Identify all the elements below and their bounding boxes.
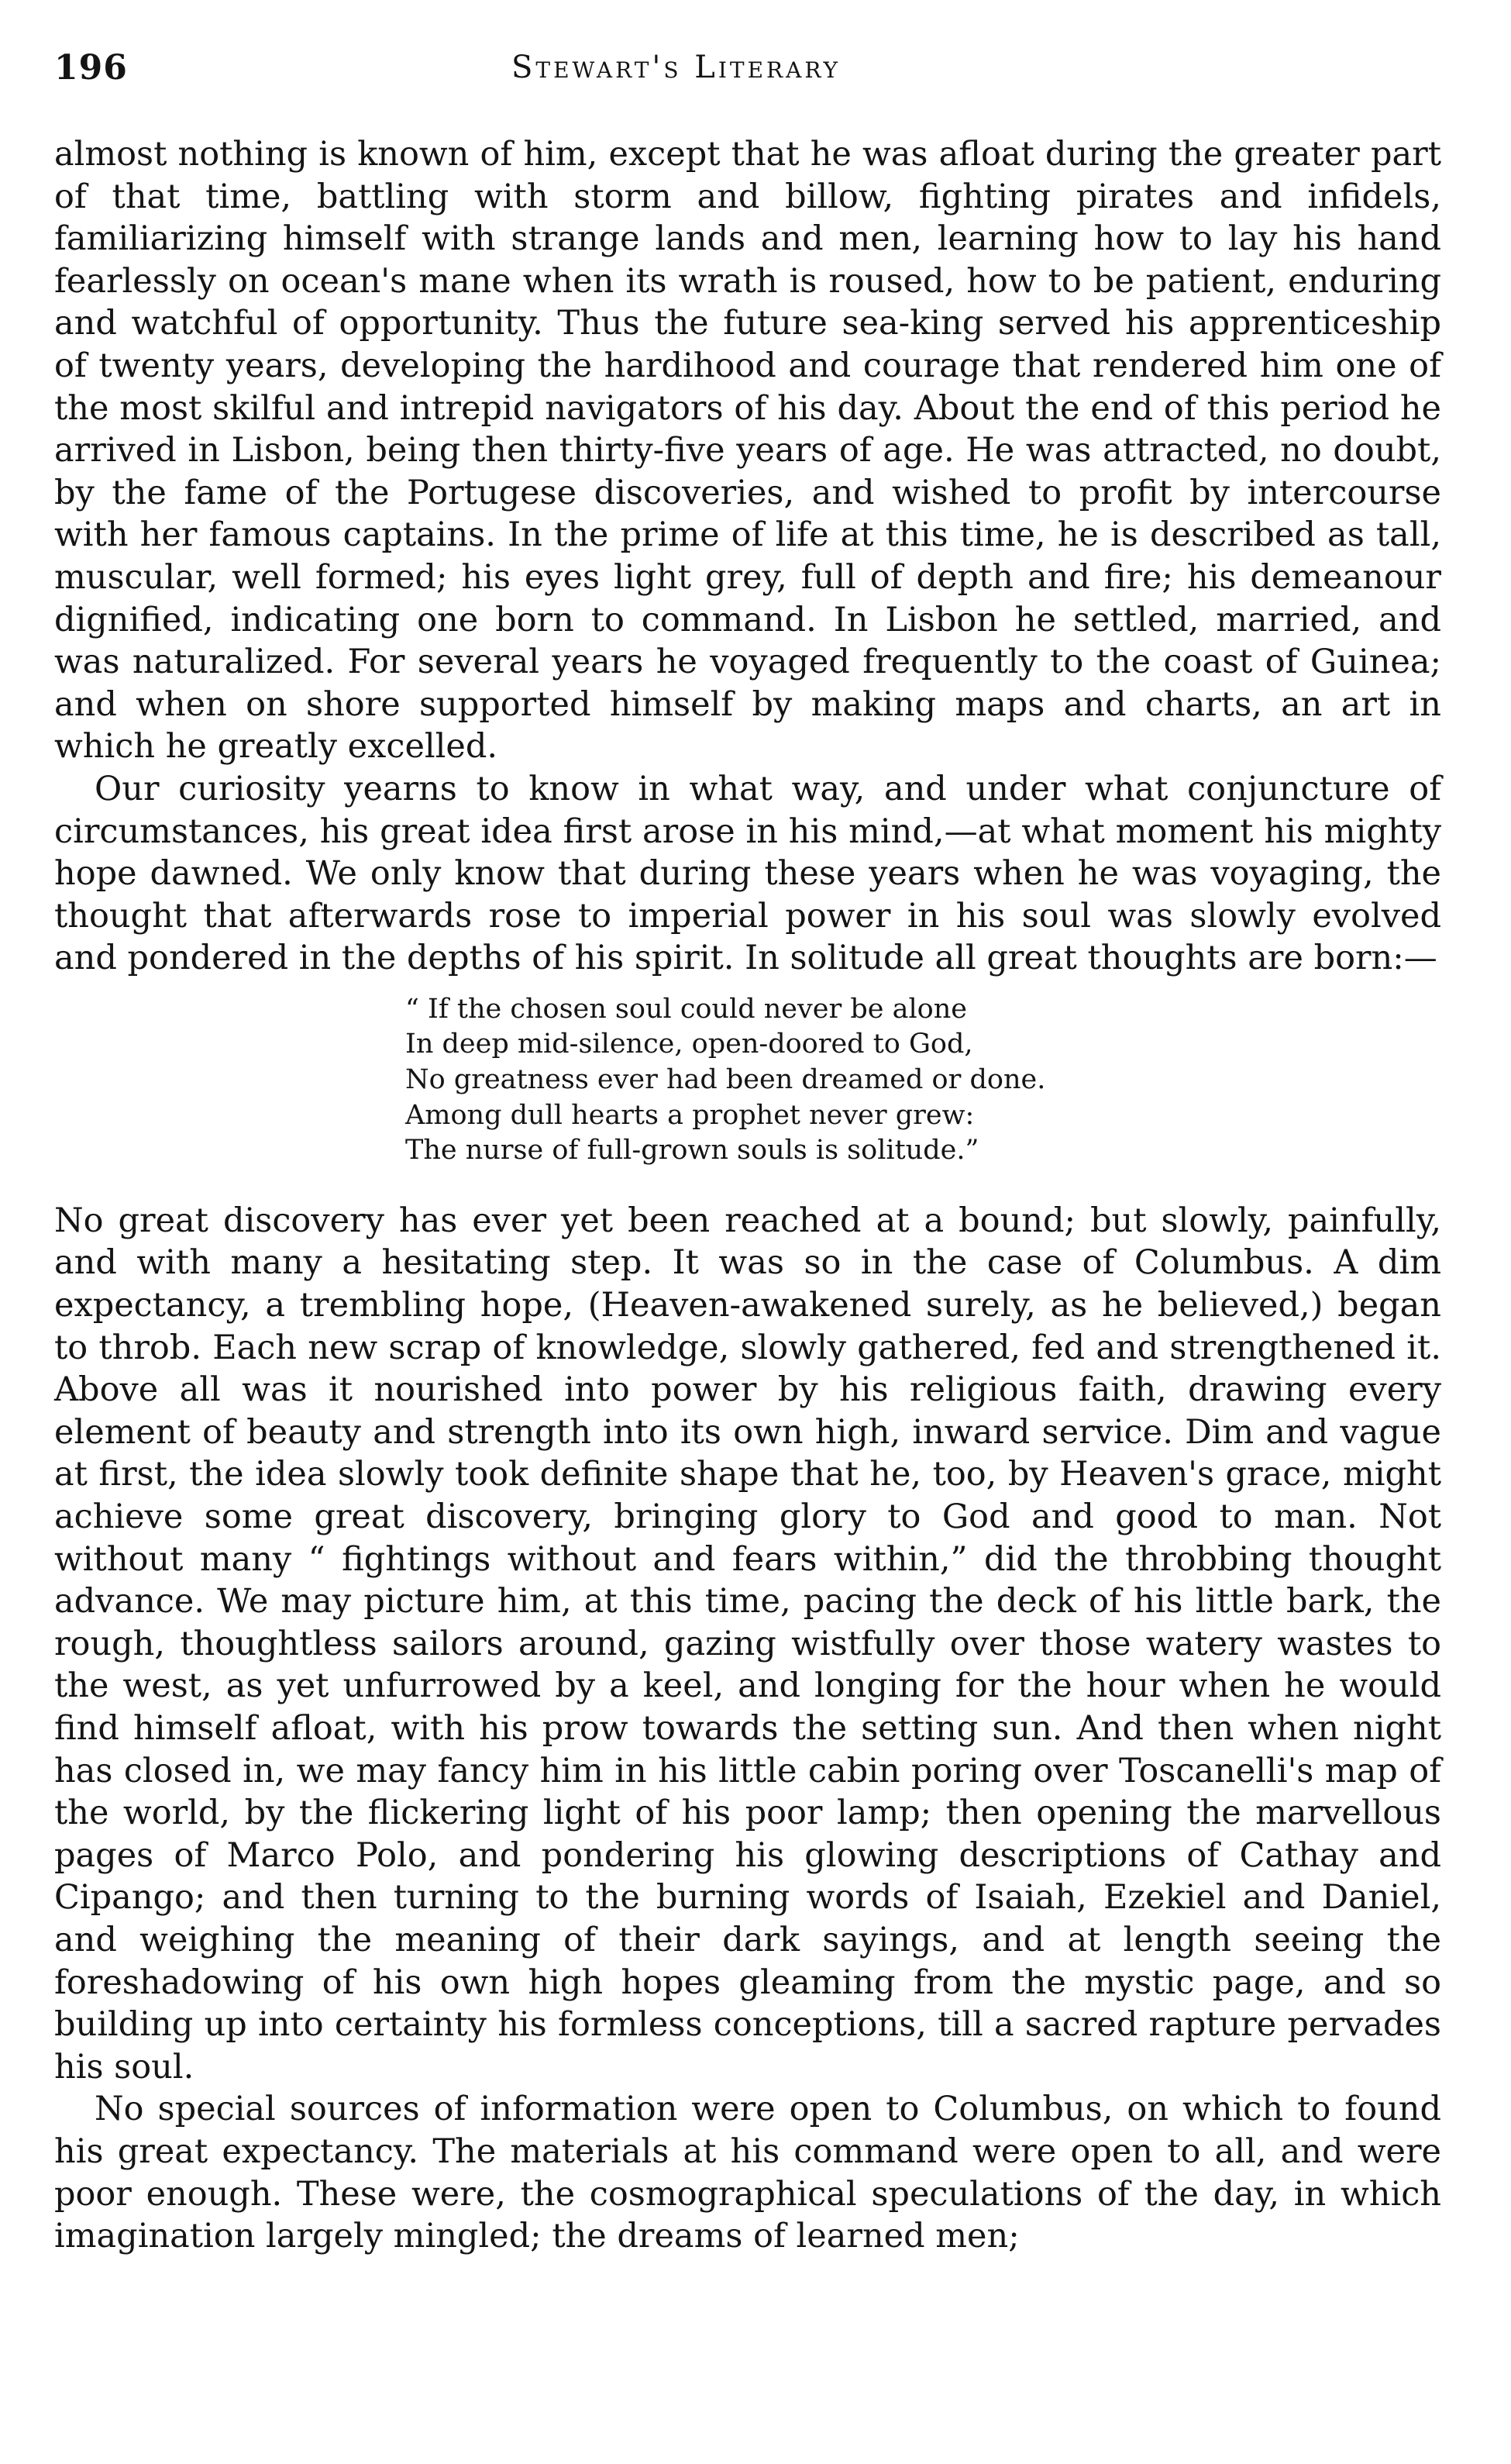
verse-line: Among dull hearts a prophet never grew: (405, 1099, 975, 1131)
verse-quotation (405, 992, 1441, 1169)
verse-line: The nurse of full-grown souls is solitude.” (405, 1135, 979, 1167)
page-number: 196 (54, 48, 128, 88)
verse-line: “ If the chosen soul could never be alone (405, 993, 967, 1025)
page-header (54, 48, 1449, 102)
body-text (54, 133, 1441, 2258)
paragraph-discovery: No great discovery has ever yet been reached at a bound; but slowly, painfully, and with many a hesitating step. It was so in the case of Columbus. A dim expectancy, a trembling hope, (Heaven-awakened surely, as he believed,) began to throb. Each new scrap of knowledge, slowly gathered, fed and strengthened it. Above all was it nourished into power by his religious faith, drawing every element of beauty and strength into its own high, inward service. Dim and vague at first, the idea slowly took definite shape that he, too, by Heaven's grace, might achieve some great discovery, bringing glory to God and good to man. Not without many “ fightings without and fears within,” did the throbbing thought advance. We may picture him, at this time, pacing the deck of his little bark, the rough, thoughtless sailors around, gazing wistfully over those watery wastes to the west, as yet unfurrowed by a keel, and longing for the hour when he would find himself afloat, with his prow towards the setting sun. And then when night has closed in, we may fancy him in his little cabin poring over Toscanelli's map of the world, by the flickering light of his poor lamp; then opening the marvellous pages of Marco Polo, and pondering his glowing descriptions of Cathay and Cipango; and then turning to the burning words of Isaiah, Ezekiel and Daniel, and weighing the meaning of their dark sayings, and at length seeing the foreshadowing of his own high hopes gleaming from the mystic page, and so building up into certainty his formless conceptions, till a sacred rapture pervades his soul. (54, 1201, 1441, 2087)
running-title: Stewart's Literary (511, 50, 842, 85)
paragraph-curiosity: Our curiosity yearns to know in what way, and under what conjuncture of circumstances, his great idea first arose in his mind,—at what moment his mighty hope dawned. We only know that during these years when he was voyaging, the thought that afterwards rose to imperial power in his soul was slowly evolved and pondered in the depths of his spirit. In solitude all great thoughts are born:— (54, 769, 1441, 978)
paragraph-sources: No special sources of information were open to Columbus, on which to found his great expectancy. The materials at his command were open to all, and were poor enough. These were, the cosmographical speculations of the day, in which imagination largely mingled; the dreams of learned men; (54, 2090, 1441, 2256)
paragraph-continued: almost nothing is known of him, except that he was afloat during the greater part of that time, battling with storm and billow, fighting pirates and infidels, familiarizing himself with strange lands and men, learning how to lay his hand fearlessly on ocean's mane when its wrath is roused, how to be patient, enduring and watchful of opportunity. Thus the future sea-king served his apprenticeship of twenty years, developing the hardihood and courage that rendered him one of the most skilful and intrepid navigators of his day. About the end of this period he arrived in Lisbon, being then thirty-five years of age. He was attracted, no doubt, by the fame of the Portugese discoveries, and wished to profit by intercourse with her famous captains. In the prime of life at this time, he is described as tall, muscular, well formed; his eyes light grey, full of depth and fire; his demeanour dignified, indicating one born to command. In Lisbon he settled, married, and was naturalized. For several years he voyaged frequently to the coast of Guinea; and when on shore supported himself by making maps and charts, an art in which he greatly excelled. (54, 135, 1441, 767)
verse-line: In deep mid-silence, open-doored to God, (405, 1029, 973, 1060)
verse-line: No greatness ever had been dreamed or done. (405, 1064, 1046, 1096)
